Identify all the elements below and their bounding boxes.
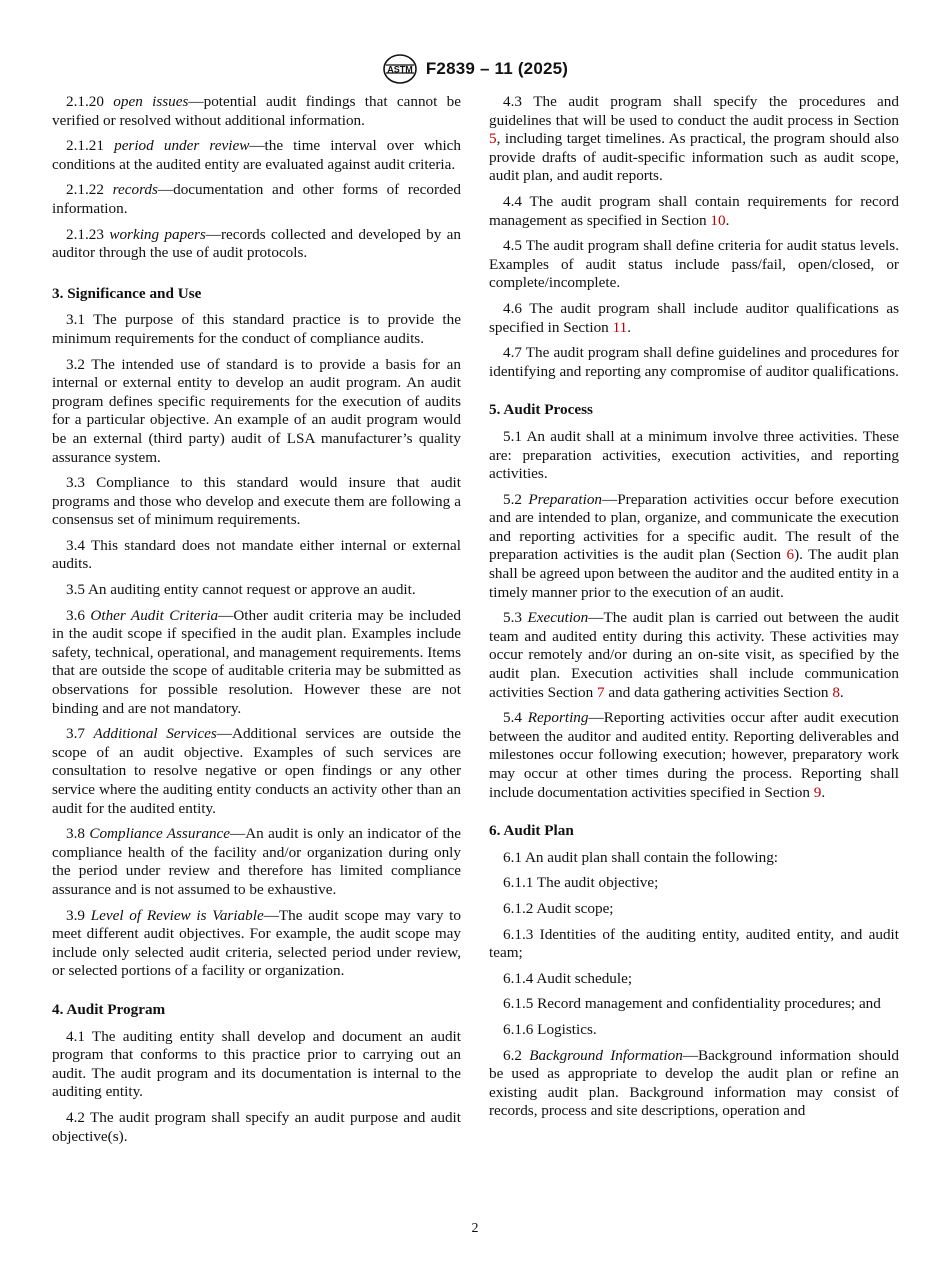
para-4-2: 4.2 The audit program shall specify an audit purpose and audit objective(s).: [52, 1108, 461, 1145]
para-6-1-4: 6.1.4 Audit schedule;: [503, 969, 633, 987]
left-column: [52, 93, 461, 1153]
para-3-8: 3.8 Compliance Assurance—An audit is only an indicator of the compliance health of the facility and/or organization during only the period under review and therefore has limited compliance assurance and is not assumed to be exhaustive.: [52, 825, 461, 898]
section-6-heading: 6. Audit Plan: [489, 822, 574, 840]
para-3-4: 3.4 This standard does not mandate either internal or external audits.: [52, 536, 461, 573]
para-6-1-5: 6.1.5 Record management and confidentiality procedures; and: [503, 995, 881, 1013]
para-6-1-3: 6.1.3 Identities of the auditing entity, audited entity, and audit team;: [489, 925, 899, 962]
document-id: F2839 – 11 (2025): [425, 59, 569, 78]
section-7-link[interactable]: 7: [596, 683, 605, 701]
section-3-heading: 3. Significance and Use: [52, 284, 202, 302]
para-5-3: 5.3 Execution—The audit plan is carried out between the audit team and audited entity during this activity. These activities may occur remotely and/or during an on-site visit, as specified by the audit plan. Execution activities shall include communication activities Section 7 and data gathering activities Section 8.: [489, 609, 899, 701]
para-3-6: 3.6 Other Audit Criteria—Other audit criteria may be included in the audit scope if specified in the audit plan. Examples include safety, technical, operational, and management requirements. Items that are outside the scope of auditable criteria may be submitted as observations for possible resolution. However these are not binding and are not mandatory.: [52, 606, 461, 717]
page-header: [0, 52, 950, 86]
para-3-7: 3.7 Additional Services—Additional services are outside the scope of an audit objective. Examples of such services are consultation to resolve negative or open findings or any other service where the auditing entity conducts an activity other than an audit for the audited entity.: [52, 725, 461, 817]
para-3-2: 3.2 The intended use of standard is to provide a basis for an internal or external entity to develop an audit program. An audit program defines specific requirements for the execution of audits for a particular objective. An example of an audit program would be an external (third party) audit of LSA manufacturer’s quality assurance system.: [52, 355, 461, 466]
section-9-link[interactable]: 9: [813, 783, 822, 801]
astm-logo-icon: [382, 53, 418, 85]
para-6-1-1: 6.1.1 The audit objective;: [503, 874, 659, 892]
section-8-link[interactable]: 8: [832, 683, 840, 701]
para-4-5: 4.5 The audit program shall define criteria for audit status levels. Examples of audit status include pass/fail, open/closed, or complete/incomplete.: [489, 237, 899, 292]
section-4-heading: 4. Audit Program: [52, 1000, 166, 1018]
section-6-link[interactable]: 6: [786, 546, 795, 564]
para-6-1-2: 6.1.2 Audit scope;: [503, 899, 614, 917]
section-5-link[interactable]: 5: [489, 130, 497, 148]
para-4-4: 4.4 The audit program shall contain requirements for record management as specified in Section 10.: [489, 192, 899, 229]
para-5-1: 5.1 An audit shall at a minimum involve three activities. These are: preparation activities, execution activities, and reporting activities.: [489, 427, 899, 483]
para-4-6: 4.6 The audit program shall include auditor qualifications as specified in Section 11.: [489, 299, 899, 336]
right-column: [489, 93, 899, 1128]
definition-2-1-23: 2.1.23 working papers—records collected and developed by an auditor through the use of audit protocols.: [52, 225, 462, 262]
para-4-7: 4.7 The audit program shall define guidelines and procedures for identifying and reporting any compromise of auditor qualifications.: [489, 344, 899, 380]
definition-2-1-22: 2.1.22 records—documentation and other forms of recorded information.: [52, 181, 461, 217]
para-3-1: 3.1 The purpose of this standard practice is to provide the minimum requirements for the conduct of compliance audits.: [52, 311, 461, 347]
para-4-1: 4.1 The auditing entity shall develop and document an audit program that conforms to this practice prior to carrying out an audit. The audit program and its documentation is internal to the auditing entity.: [52, 1027, 461, 1101]
page-number: 2: [471, 1221, 479, 1236]
para-5-2: 5.2 Preparation—Preparation activities occur before execution and are intended to plan, organize, and communicate the execution and reporting activities for a specific audit. The result of the preparation activities is the audit plan (Section 6). The audit plan shall be agreed upon between the auditor and the audited entity in a timely manner prior to the execution of an audit.: [489, 490, 899, 601]
definition-2-1-21: 2.1.21 period under review—the time interval over which conditions at the audited entity are evaluated against audit criteria.: [52, 137, 461, 173]
para-6-1: 6.1 An audit plan shall contain the following:: [503, 848, 779, 866]
para-6-1-6: 6.1.6 Logistics.: [503, 1020, 597, 1038]
section-11-link[interactable]: 11: [612, 318, 628, 336]
para-5-4: 5.4 Reporting—Reporting activities occur after audit execution between the auditor and audited entity. Reporting deliverables and milestones occur following execution; however, preparatory work may occur at other times during the process. Reporting shall include documentation activities specified in Section 9.: [489, 709, 900, 801]
svg-text:ASTM: ASTM: [387, 64, 413, 75]
para-4-3: 4.3 The audit program shall specify the procedures and guidelines that will be used to conduct the audit process in Section 5, including target timelines. As practical, the program should also provide drafts of audit-specific information such as audit scope, audit plan, and audit reports.: [489, 93, 899, 185]
para-3-5: 3.5 An auditing entity cannot request or approve an audit.: [66, 581, 416, 599]
para-6-2: 6.2 Background Information—Background information should be used as appropriate to develop the audit plan or refine an existing audit plan. Background information may consist of records, process and site descriptions, operation and: [489, 1046, 900, 1120]
section-5-heading: 5. Audit Process: [489, 401, 593, 419]
section-10-link[interactable]: 10: [710, 211, 726, 229]
para-3-3: 3.3 Compliance to this standard would insure that audit programs and those who develop and execute them are following a consensus set of minimum requirements.: [52, 474, 461, 529]
definition-2-1-20: 2.1.20 open issues—potential audit findings that cannot be verified or resolved without additional information.: [52, 93, 462, 129]
para-3-9: 3.9 Level of Review is Variable—The audit scope may vary to meet different audit objectives. For example, the audit scope may include only selected audit criteria, selected period under review, or selected portions of a facility or organization.: [52, 906, 461, 980]
